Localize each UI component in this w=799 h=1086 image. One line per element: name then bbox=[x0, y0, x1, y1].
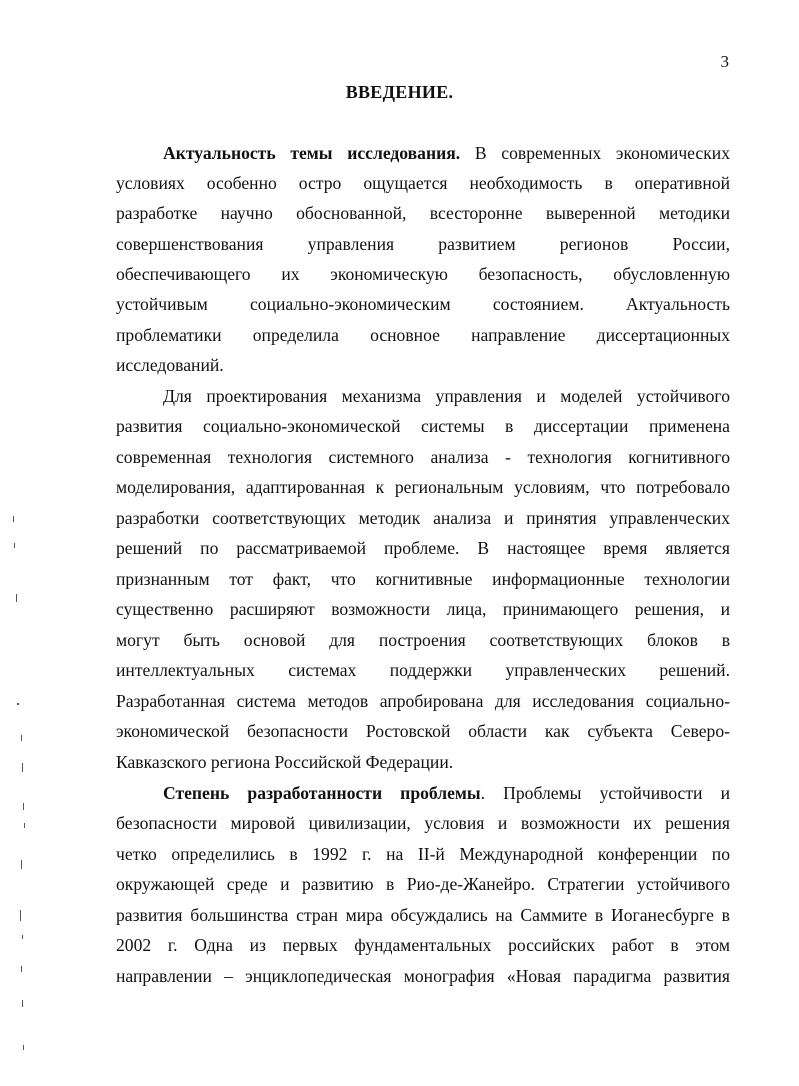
text-line: устойчивым социально-экономическим состоянием. Актуальность bbox=[116, 294, 730, 314]
text-line: исследований. bbox=[116, 355, 224, 375]
text-line: экономической безопасности Ростовской области как субъекта Северо- bbox=[116, 721, 730, 741]
text-line: четко определились в 1992 г. на II-й Международной конференции по bbox=[116, 844, 730, 864]
scan-speck bbox=[21, 966, 22, 972]
page-number: 3 bbox=[720, 52, 729, 71]
scan-speck bbox=[22, 1000, 23, 1007]
text-line: совершенствования управления развитием регионов России, bbox=[116, 234, 730, 254]
text-line: безопасности мировой цивилизации, условия и возможности их решения bbox=[116, 813, 730, 833]
text-line: окружающей среде и развитию в Рио-де-Жанейро. Стратегии устойчивого bbox=[116, 874, 730, 894]
text-line: направлении – энциклопедическая монография «Новая парадигма развития bbox=[116, 966, 730, 986]
text-line: условиях особенно остро ощущается необходимость в оперативной bbox=[116, 173, 730, 193]
scan-speck bbox=[24, 823, 25, 828]
text-line: существенно расширяют возможности лица, принимающего решения, и bbox=[116, 599, 730, 619]
text-line: разработке научно обоснованной, всесторонне выверенной методики bbox=[116, 203, 730, 223]
text-line: Степень разработанности проблемы. Проблемы устойчивости и bbox=[163, 783, 730, 803]
page-title: ВВЕДЕНИЕ. bbox=[345, 82, 454, 102]
text-line: Разработанная система методов апробирована для исследования социально- bbox=[116, 691, 730, 711]
text-line: 2002 г. Одна из первых фундаментальных российских работ в этом bbox=[116, 935, 730, 955]
scan-speck bbox=[21, 735, 22, 741]
scan-speck bbox=[13, 516, 14, 522]
text-line: решений по рассматриваемой проблеме. В настоящее время является bbox=[116, 538, 730, 558]
text-line: признанным тот факт, что когнитивные информационные технологии bbox=[116, 569, 730, 589]
scan-speck bbox=[16, 594, 17, 602]
scan-speck bbox=[23, 803, 24, 810]
scan-speck bbox=[23, 1045, 24, 1050]
scan-speck bbox=[14, 543, 15, 548]
text-line: Для проектирования механизма управления и моделей устойчивого bbox=[163, 386, 730, 406]
scan-speck bbox=[21, 860, 22, 869]
scan-speck bbox=[17, 703, 19, 705]
section-heading: Актуальность темы исследования. bbox=[163, 143, 461, 163]
text-line: развития социально-экономической системы в диссертации применена bbox=[116, 416, 730, 436]
text-line: проблематики определила основное направление диссертационных bbox=[116, 325, 730, 345]
text-line: интеллектуальных системах поддержки управленческих решений. bbox=[116, 660, 730, 680]
scan-speck bbox=[22, 935, 23, 939]
scan-speck bbox=[22, 763, 23, 772]
text-line: могут быть основой для построения соответствующих блоков в bbox=[116, 630, 730, 650]
text-line: Кавказского региона Российской Федерации. bbox=[116, 752, 454, 772]
text-line: развития большинства стран мира обсуждались на Саммите в Иоганесбурге в bbox=[116, 905, 730, 925]
text-line: современная технология системного анализа - технология когнитивного bbox=[116, 447, 730, 467]
text-line: разработки соответствующих методик анализа и принятия управленческих bbox=[116, 508, 730, 528]
section-heading: Степень разработанности проблемы bbox=[163, 783, 481, 803]
scan-speck bbox=[20, 910, 21, 921]
text-line: Актуальность темы исследования. В современных экономических bbox=[163, 143, 730, 163]
text-line: обеспечивающего их экономическую безопасность, обусловленную bbox=[116, 264, 730, 284]
text-line: моделирования, адаптированная к региональным условиям, что потребовало bbox=[116, 477, 730, 497]
